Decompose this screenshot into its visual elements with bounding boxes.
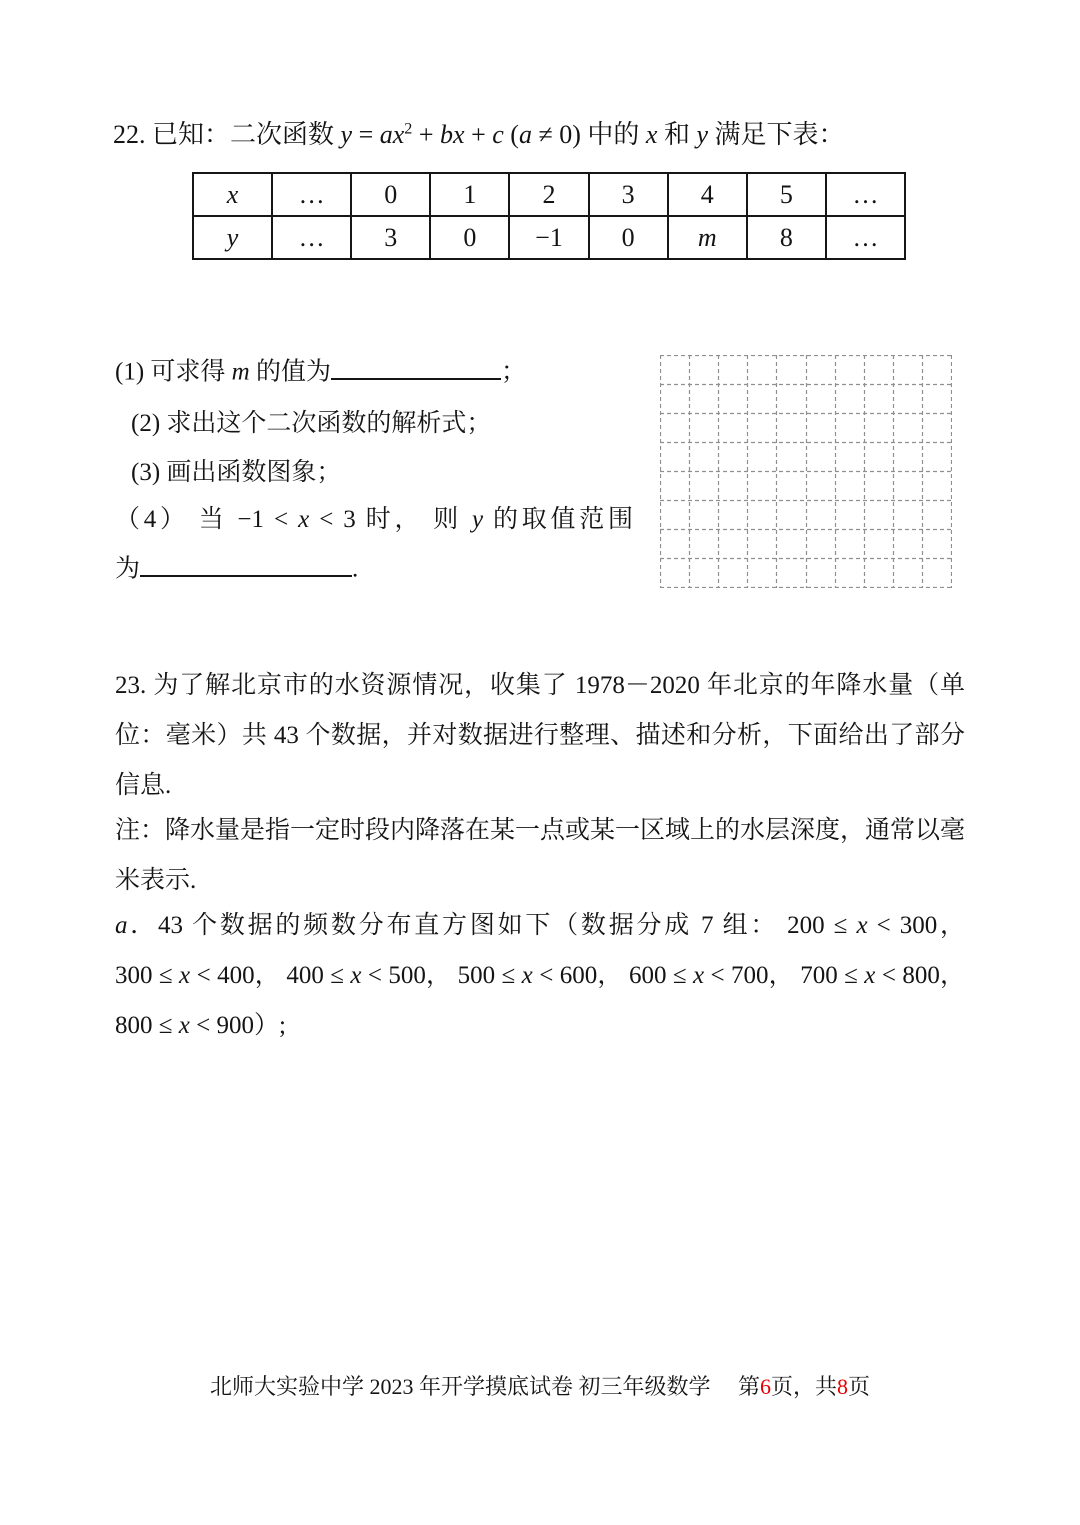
table-cell: 3 [589,173,668,216]
text-segment: x [350,962,362,989]
text-segment: ， [937,912,965,939]
text-segment: 500 ≤ [457,962,522,989]
table-cell: 5 [747,173,826,216]
q22-part4-answer-line [115,549,358,590]
text-segment: 800 ≤ [115,1012,179,1039]
text-segment: ( [503,120,519,149]
q23-part-a-paragraph [115,901,965,1051]
text-segment: x [178,1012,190,1039]
q22-value-table [192,172,906,260]
text-segment: 22. 已知：二次函数 [113,120,341,149]
text-line: 注：降水量是指一定时段内降落在某一点或某一区域上的水层深度，通常以毫 [115,817,966,844]
text-segment: a [518,120,532,149]
text-segment: 满足下表： [708,120,845,149]
text-segment: ， [425,962,458,989]
table-cell: 4 [668,173,747,216]
text-segment: < 800 [875,962,940,989]
q22-part4 [115,500,633,540]
table-row-x [193,173,905,216]
text-segment: ax [379,120,405,149]
text-segment: x [298,506,310,533]
text-segment: = [352,120,380,149]
text-segment: ， [254,962,287,989]
text-segment: c [492,120,504,149]
table-cell: −1 [509,216,588,259]
text-segment: + [412,120,441,149]
text-line: 位：毫米）共 43 个数据，并对数据进行整理、描述和分析，下面给出了部分 [115,722,965,749]
text-segment: 400 ≤ [286,962,351,989]
text-segment: x [521,962,533,989]
table-cell: 8 [747,216,826,259]
text-segment: 页，共 [770,1374,837,1399]
table-cell: m [668,216,747,259]
text-segment: −1 < [237,506,299,533]
text-segment: ； [500,358,526,386]
q22-part2: (2) 求出这个二次函数的解析式； [131,410,492,437]
text-segment: < 700 [704,962,769,989]
text-segment: 2 [404,120,413,138]
text-segment: < 3 [309,506,356,533]
text-segment: < 600 [532,962,598,989]
total-page-number: 8 [837,1374,848,1399]
page-footer [0,1372,1080,1402]
text-segment: < 900 [189,1012,254,1039]
text-segment: y [696,120,709,149]
text-segment: 700 ≤ [800,962,865,989]
table-cell: … [272,216,351,259]
table-cell: … [272,173,351,216]
table-cell: 0 [351,173,430,216]
text-segment: 600 ≤ [628,962,693,989]
text-segment: . [352,555,359,583]
text-segment: 和 [657,120,697,149]
text-segment: 200 ≤ [787,912,857,939]
answer-blank-range [140,549,352,577]
text-segment: + [464,120,493,149]
text-line [115,1001,965,1051]
text-segment: ．43 个数据的频数分布直方图如下（数据分成 7 组： [127,912,788,939]
text-segment: ， [597,962,629,989]
text-segment: y [471,506,484,533]
text-segment: < 500 [361,962,426,989]
text-segment: 的值为 [249,358,331,386]
text-line [115,951,965,1001]
answer-blank-m [331,352,501,380]
text-segment: m [231,358,250,386]
table-row-y [193,216,905,259]
table-cell: 2 [509,173,588,216]
text-segment: ， [939,962,965,989]
text-segment: x [864,962,876,989]
table-cell: y [193,216,272,259]
text-line: 23. 为了解北京市的水资源情况，收集了 1978－2020 年北京的年降水量（单 [115,672,965,699]
text-segment: 为 [115,555,141,583]
table-cell: … [826,173,905,216]
table-cell: x [193,173,272,216]
q23-intro-paragraph [115,661,965,811]
current-page-number: 6 [759,1374,771,1399]
table-cell: 3 [351,216,430,259]
text-segment: ， [768,962,801,989]
text-segment: a [115,912,128,939]
text-segment: bx [440,120,465,149]
text-segment: < 300 [867,912,938,939]
text-segment: 时， 则 [355,506,472,533]
graph-grid [660,355,952,588]
text-segment: ）; [253,1012,286,1039]
table-cell: 0 [589,216,668,259]
text-segment: 300 ≤ [115,962,180,989]
text-segment: ≠ 0) [531,120,588,149]
text-segment: （4） 当 [115,506,238,533]
text-segment: 中的 [587,120,646,149]
text-segment: < 400 [190,962,255,989]
q23-note-paragraph [115,806,965,906]
q22-part1 [115,352,526,393]
text-segment: 页 [848,1374,871,1399]
text-segment: 北师大实验中学 2023 年开学摸底试卷 初三年级数学 第 [209,1374,760,1399]
text-line: 米表示. [115,867,197,894]
q22-part3: (3) 画出函数图象； [131,459,342,486]
table-cell: 1 [430,173,509,216]
text-segment: 的取值范围 [483,506,633,533]
text-segment: (1) 可求得 [115,358,232,386]
text-segment: x [179,962,191,989]
text-line [115,901,965,951]
text-segment: x [645,120,658,149]
table-cell: 0 [430,216,509,259]
text-segment: y [340,120,353,149]
table-cell: … [826,216,905,259]
text-segment: x [856,912,868,939]
text-line: 信息. [115,772,172,799]
q22-title [113,114,845,156]
text-segment: x [692,962,705,989]
